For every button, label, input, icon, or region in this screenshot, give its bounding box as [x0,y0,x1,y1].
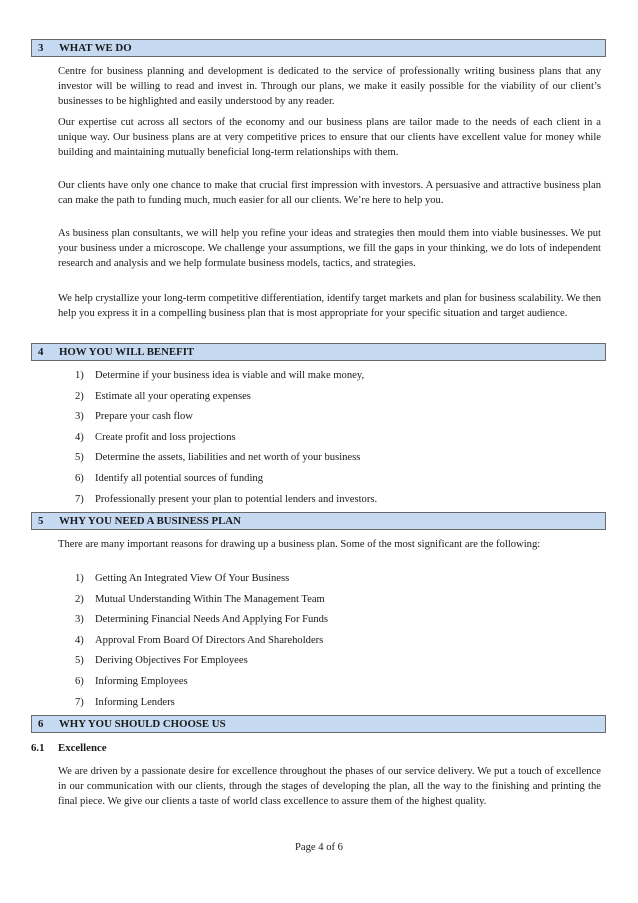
paragraph: There are many important reasons for drawing up a business plan. Some of the most significant are the following: [58,539,541,550]
page-footer: Page 4 of 6 [295,842,343,853]
section-number: 4 [38,346,44,358]
list-item: 7) Informing Lenders [75,696,175,708]
section-number: 3 [38,42,44,54]
reasons-list [75,571,328,715]
section-title: WHY YOU NEED A BUSINESS PLAN [59,515,241,527]
list-item: 4) Create profit and loss projections [75,431,236,443]
paragraph: Our clients have only one chance to make that crucial first impression with investors. A persuasive and attractive business plan can make the path to funding much, much easier for all our clients. We’re here to help you. [58,180,601,207]
section-title: HOW YOU WILL BENEFIT [59,346,195,358]
paragraph: As business plan consultants, we will help you refine your ideas and strategies then mould them into viable businesses. We put your business under a microscope. We challenge your assumptions, we fill the gaps in your thinking, we do lots of independent research and analysis and we help formulate business models, tactics, and strategies. [58,228,601,270]
list-item: 2) Mutual Understanding Within The Management Team [75,593,325,605]
paragraph: Our expertise cut across all sectors of the economy and our business plans are tailor made to the needs of each client in a unique way. Our business plans are at very competitive prices to ensure that our clients have excellent value for money while building and maintaining mutually beneficial long-term relationships with them. [58,117,601,159]
section-title: WHY YOU SHOULD CHOOSE US [59,718,226,730]
list-item: 1) Getting An Integrated View Of Your Business [75,573,290,584]
subsection-number: 6.1 [31,742,45,754]
paragraph: We are driven by a passionate desire for excellence throughout the phases of our service delivery. We put a touch of excellence in our communication with our clients, through the stages of developing the plan, all the way to the finishing and printing the final piece. We give our clients a taste of world class excellence to assure them of the highest quality. [58,766,601,808]
list-item: 3) Determining Financial Needs And Applying For Funds [75,614,329,626]
list-item: 4) Approval From Board Of Directors And Shareholders [75,634,324,646]
list-item: 3) Prepare your cash flow [75,411,193,423]
section-3-header [31,39,606,57]
section-5-header [31,512,606,530]
section-4-header [31,343,606,361]
paragraph: Centre for business planning and development is dedicated to the service of professionally writing business plans that any investor will be willing to read and invest in. Through our plans, we make it easily possible for the viability of our client’s businesses to be highlighted and easily understood by any reader. [58,66,601,108]
paragraph: We help crystallize your long-term competitive differentiation, identify target markets and plan for business scalability. We then help you express it in a compelling business plan that is most appropriate for your specific situation and target audience. [58,293,601,320]
list-item: 6) Identify all potential sources of funding [75,472,263,484]
list-item: 6) Informing Employees [75,675,188,687]
subsection-title: Excellence [58,742,107,754]
list-item: 7) Professionally present your plan to potential lenders and investors. [75,493,378,505]
list-item: 5) Deriving Objectives For Employees [75,655,248,667]
list-item: 2) Estimate all your operating expenses [75,390,251,402]
list-item: 5) Determine the assets, liabilities and net worth of your business [75,452,361,464]
section-number: 5 [38,515,44,527]
benefits-list [75,368,377,512]
section-title: WHAT WE DO [59,42,132,54]
section-number: 6 [38,718,44,730]
subsection-6-1-header [31,741,107,756]
list-item: 1) Determine if your business idea is viable and will make money, [75,370,365,381]
section-6-header [31,715,606,733]
